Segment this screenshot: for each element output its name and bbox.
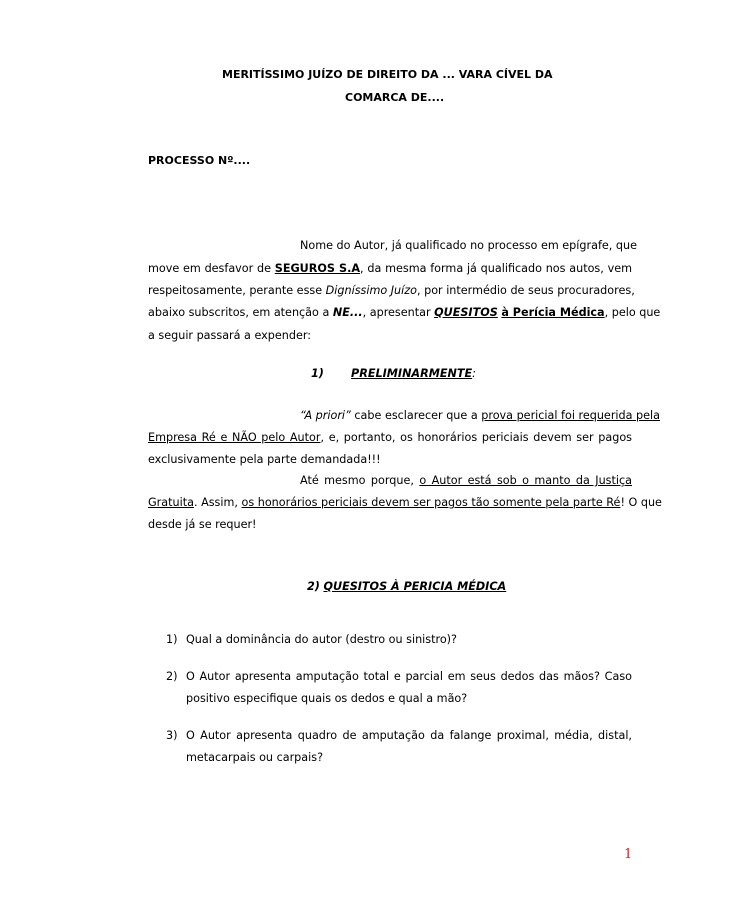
section-2-number: 2) — [307, 580, 320, 593]
court-reference: Digníssimo Juízo — [325, 284, 417, 297]
ne-reference: NE... — [332, 306, 363, 319]
quesitos-keyword: QUESITOS — [434, 306, 498, 319]
intro-line-5: a seguir passará a expender: — [148, 329, 312, 342]
question-2-line-2: positivo especifique quais os dedos e qual a mão? — [186, 692, 468, 705]
para-text: , e, portanto, os honorários periciais devem ser pagos — [320, 431, 632, 444]
section-1-title: PRELIMINARMENTE — [351, 367, 473, 380]
section-1-heading — [311, 367, 476, 380]
para2-line-2 — [148, 496, 662, 509]
underlined-text: os honorários periciais devem ser pagos tão somente pela parte Ré — [241, 496, 621, 509]
pericia-keyword: à Perícia Médica — [501, 306, 605, 319]
process-number: PROCESSO Nº.... — [148, 154, 251, 167]
intro-text: move em desfavor de — [148, 262, 272, 275]
para1-line-3: exclusivamente pela parte demandada!!! — [148, 453, 381, 466]
para1-line-2 — [148, 431, 632, 444]
court-header-line1: MERITÍSSIMO JUÍZO DE DIREITO DA ... VARA CÍVEL DA — [222, 68, 553, 81]
section-1-number: 1) — [311, 367, 324, 380]
para2-line-3: desde já se requer! — [148, 518, 257, 531]
para-text: ! O que — [620, 496, 662, 509]
intro-text: , por intermédio de seus procuradores, — [416, 284, 635, 297]
intro-text: , da mesma forma já qualificado nos autos, vem — [360, 262, 632, 275]
intro-text: , pelo que — [604, 306, 661, 319]
para1-line-1 — [300, 409, 660, 422]
para-text: Até mesmo porque, — [300, 474, 420, 487]
question-1-text: Qual a dominância do autor (destro ou sinistro)? — [186, 633, 457, 646]
intro-line-1: Nome do Autor, já qualificado no processo em epígrafe, que — [300, 239, 637, 252]
intro-line-3 — [148, 284, 635, 297]
para-text: cabe esclarecer que a — [350, 409, 482, 422]
section-2-heading — [307, 580, 506, 593]
underlined-text: prova pericial foi requerida pela — [481, 409, 660, 422]
question-1-number: 1) — [166, 633, 178, 646]
intro-text: , apresentar — [362, 306, 431, 319]
underlined-text: Gratuita — [148, 496, 194, 509]
question-3-line-1: O Autor apresenta quadro de amputação da falange proximal, média, distal, — [186, 729, 632, 742]
section-2-title: QUESITOS À PERICIA MÉDICA — [323, 580, 507, 593]
a-priori: “A priori” — [300, 409, 351, 422]
intro-text: respeitosamente, perante esse — [148, 284, 323, 297]
defendant-name: SEGUROS S.A — [274, 262, 361, 275]
para2-line-1 — [300, 474, 632, 487]
para-text: . Assim, — [193, 496, 242, 509]
page-number: 1 — [624, 847, 633, 862]
intro-line-2 — [148, 262, 632, 275]
intro-line-4 — [148, 306, 661, 319]
question-3-line-2: metacarpais ou carpais? — [186, 751, 324, 764]
section-1-colon: : — [472, 367, 476, 380]
underlined-text: o Autor está sob o manto da Justiça — [419, 474, 633, 487]
question-3-number: 3) — [166, 729, 178, 742]
court-header-line2: COMARCA DE.... — [345, 91, 445, 104]
underlined-text: Empresa Ré e NÃO pelo Autor — [148, 431, 321, 444]
question-2-line-1: O Autor apresenta amputação total e parcial em seus dedos das mãos? Caso — [186, 670, 632, 683]
intro-text: abaixo subscritos, em atenção a — [148, 306, 330, 319]
question-2-number: 2) — [166, 670, 178, 683]
